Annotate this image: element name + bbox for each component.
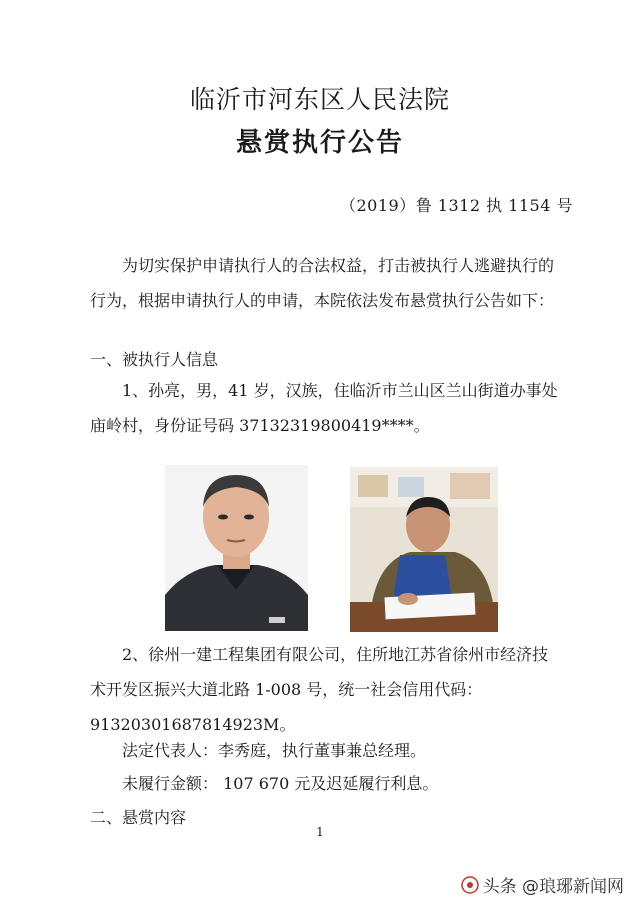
source-watermark xyxy=(461,872,624,897)
page-number: 1 xyxy=(316,825,324,839)
section2-heading: 二、悬赏内容 xyxy=(90,808,187,827)
page-title: 悬赏执行公告 xyxy=(235,128,404,158)
person1-paragraph: 1、孙亮，男，41 岁，汉族，住临沂市兰山区兰山街道办事处庙岭村，身份证号码 37132319800419****。 xyxy=(90,381,558,435)
unpaid-amount: 未履行金额： 107 670 元及迟延履行利息。 xyxy=(122,774,439,793)
company-paragraph: 2、徐州一建工程集团有限公司，住所地江苏省徐州市经济技术开发区振兴大道北路 1-008 号，统一社会信用代码：91320301687814923M。 xyxy=(90,645,549,734)
man-signing-photo xyxy=(350,467,498,632)
section1-heading: 一、被执行人信息 xyxy=(90,350,219,369)
legal-representative: 法定代表人：李秀庭，执行董事兼总经理。 xyxy=(122,741,427,760)
portrait-photo xyxy=(165,465,308,631)
watermark-logo-icon xyxy=(461,876,479,894)
case-number: （2019）鲁 1312 执 1154 号 xyxy=(340,196,574,215)
watermark-text: 头条 @琅琊新闻网 xyxy=(482,877,624,897)
court-name: 临沂市河东区人民法院 xyxy=(189,85,450,114)
intro-paragraph: 为切实保护申请执行人的合法权益，打击被执行人逃避执行的行为，根据申请执行人的申请，本院依法发布悬赏执行公告如下： xyxy=(90,256,555,310)
